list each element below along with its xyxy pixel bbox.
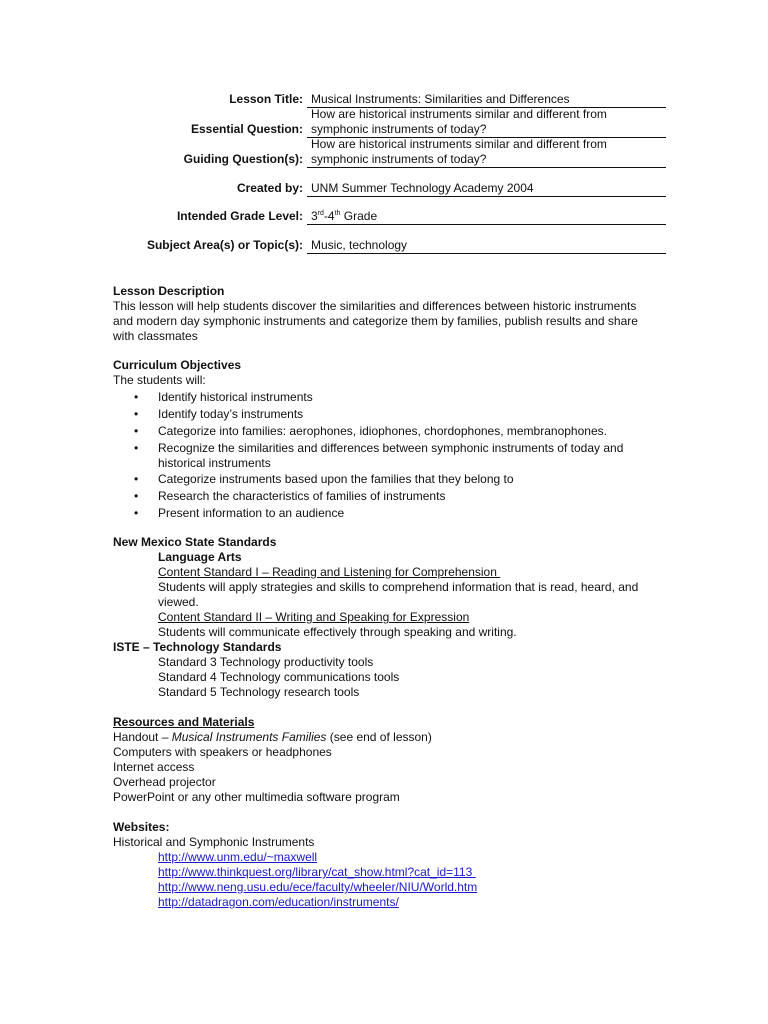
bullet: • [134,506,139,520]
bullet: • [134,472,139,486]
lesson-title-label: Lesson Title: [229,92,303,106]
resource-item: Internet access [113,760,195,774]
grade-word: Grade [340,209,378,223]
list-item [113,506,668,521]
website-link[interactable]: http://www.thinkquest.org/library/cat_show.html?cat_id=113 [158,865,476,879]
resource-item: PowerPoint or any other multimedia software program [113,790,400,804]
grade-start: 3 [311,209,318,223]
resources-section [113,715,668,805]
standards-section [113,535,668,700]
created-by-value: UNM Summer Technology Academy 2004 [307,181,666,197]
standards-heading: New Mexico State Standards [113,535,277,549]
iste-heading: ISTE – Technology Standards [113,640,282,654]
bullet: • [134,489,139,503]
bullet: • [134,424,139,438]
objective-text: Recognize the similarities and differences between symphonic instruments of today and [158,441,624,455]
content-standard-1-text-2: viewed. [158,595,199,609]
grade-start-suffix: rd [317,210,324,217]
essential-question-value [307,107,666,138]
objective-text: Present information to an audience [158,506,345,520]
grade-level-value [307,209,666,225]
lesson-description-line-2: and modern day symphonic instruments and categorize them by families, publish results and share [113,314,638,328]
lesson-header-table [113,90,668,258]
handout-prefix: Handout – [113,730,172,744]
lesson-description-heading: Lesson Description [113,284,225,298]
objectives-heading: Curriculum Objectives [113,358,242,372]
grade-end: -4 [323,209,335,223]
list-item [113,489,668,504]
websites-heading: Websites: [113,820,170,834]
handout-suffix: (see end of lesson) [326,730,432,744]
objective-text-continued: historical instruments [158,456,271,470]
content-standard-1-title: Content Standard I – Reading and Listening for Comprehension [158,565,501,579]
objectives-list [113,390,668,521]
resources-heading: Resources and Materials [113,715,255,729]
website-link[interactable]: http://datadragon.com/education/instruments/ [158,895,399,909]
website-link[interactable]: http://www.neng.usu.edu/ece/faculty/wheeler/NIU/World.htm [158,880,478,894]
resource-item: Computers with speakers or headphones [113,745,332,759]
essential-question-label: Essential Question: [190,122,303,136]
language-arts-heading: Language Arts [158,550,242,564]
objectives-section [113,358,668,521]
content-standard-1-text-1: Students will apply strategies and skills to comprehend information that is read, heard, and [158,580,639,594]
lesson-description-line-1: This lesson will help students discover the similarities and differences between historic instruments [113,299,637,313]
content-standard-2-text: Students will communicate effectively through speaking and writing. [158,625,517,639]
resource-item: Overhead projector [113,775,216,789]
grade-end-suffix: th [334,210,341,217]
bullet: • [134,407,139,421]
objective-text: Identify today’s instruments [158,407,304,421]
list-item [113,390,668,405]
guiding-question-value [307,137,666,168]
iste-standard-3: Standard 3 Technology productivity tools [158,655,374,669]
essential-question-line-1: How are historical instruments similar and different from [311,107,607,121]
iste-standard-5: Standard 5 Technology research tools [158,685,360,699]
iste-standard-4: Standard 4 Technology communications tools [158,670,400,684]
lesson-description-line-3: with classmates [113,329,198,343]
subject-value: Music, technology [307,238,666,254]
handout-line [113,730,668,745]
created-by-label: Created by: [236,181,303,195]
grade-level-label: Intended Grade Level: [176,209,303,223]
list-item [113,441,668,471]
websites-topic: Historical and Symphonic Instruments [113,835,315,849]
content-standard-2-title: Content Standard II – Writing and Speaking for Expression [158,610,470,624]
objective-text: Research the characteristics of families of instruments [158,489,446,503]
objective-text: Categorize into families: aerophones, idiophones, chordophones, membranophones. [158,424,607,438]
lesson-title-value: Musical Instruments: Similarities and Differences [307,92,666,108]
essential-question-line-2: symphonic instruments of today? [311,122,487,136]
lesson-plan-page [113,90,668,910]
subject-label: Subject Area(s) or Topic(s): [146,238,303,252]
objectives-intro: The students will: [113,373,206,387]
handout-title: Musical Instruments Families [171,730,327,744]
objective-text: Identify historical instruments [158,390,313,404]
list-item [113,472,668,487]
bullet: • [134,390,139,404]
guiding-question-line-2: symphonic instruments of today? [311,152,487,166]
list-item [113,424,668,439]
list-item [113,407,668,422]
objective-text: Categorize instruments based upon the families that they belong to [158,472,514,486]
website-link[interactable]: http://www.unm.edu/~maxwell [158,850,318,864]
lesson-description-section [113,284,668,344]
bullet: • [134,441,139,455]
websites-section [113,820,668,910]
guiding-question-label: Guiding Question(s): [183,152,303,166]
guiding-question-line-1: How are historical instruments similar and different from [311,137,607,151]
